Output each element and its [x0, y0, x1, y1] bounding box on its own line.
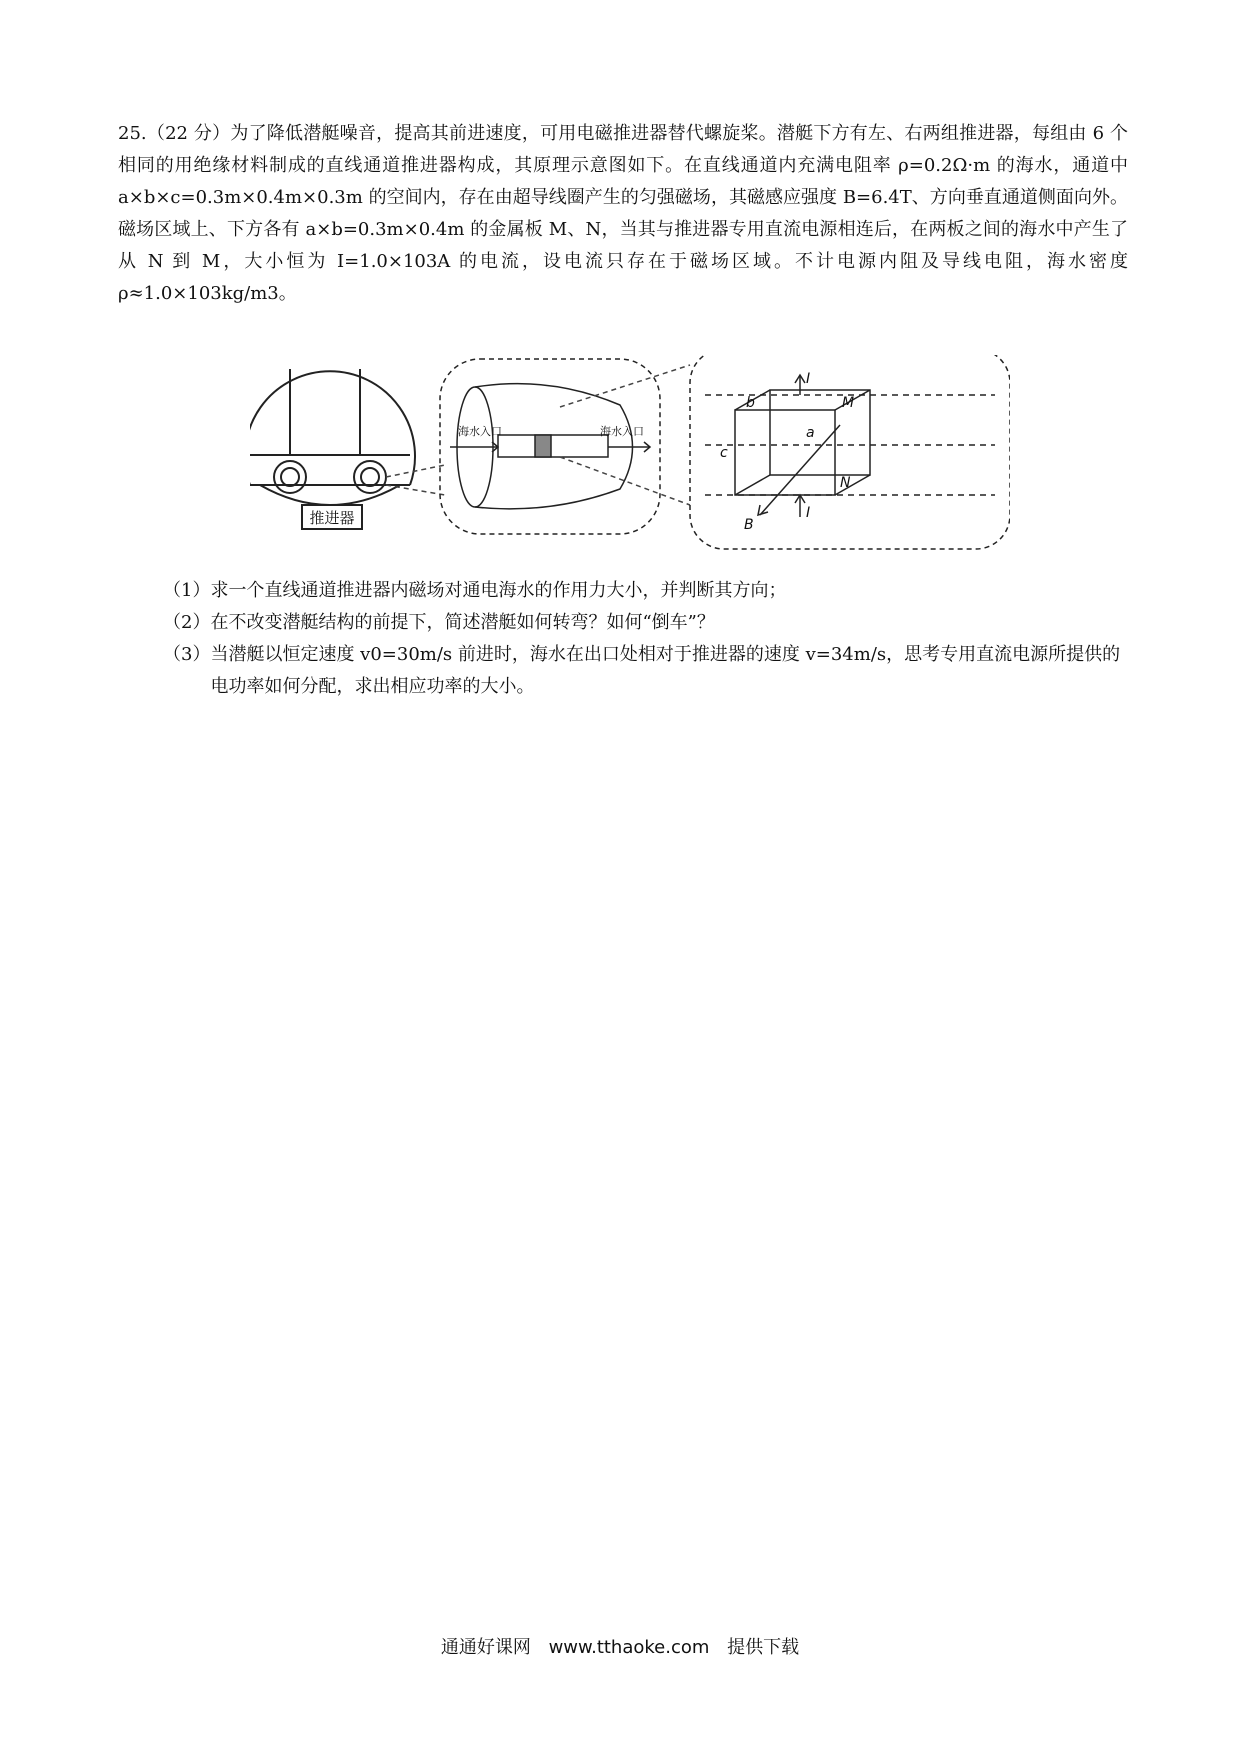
outlet-label: 海水入口 [600, 425, 644, 438]
question-number: （2） [163, 612, 211, 633]
question-text: 求一个直线通道推进器内磁场对通电海水的作用力大小，并判断其方向； [210, 580, 787, 601]
submarine-section [250, 369, 415, 529]
problem-statement [118, 118, 1128, 310]
question-list [163, 575, 1128, 703]
question-item [163, 639, 1128, 703]
right-thruster-icon [354, 461, 386, 493]
footer-site-name: 通通好课网 [440, 1637, 531, 1658]
label-current-bottom: I [806, 505, 811, 521]
label-current-top: I [806, 371, 811, 387]
thruster-diagram [250, 355, 1010, 555]
inlet-label: 海水入口 [458, 425, 502, 438]
footer-suffix: 提供下载 [727, 1637, 800, 1658]
question-item [163, 575, 1128, 607]
question-text: 在不改变潜艇结构的前提下，简述潜艇如何转弯？如何“倒车”？ [210, 612, 715, 633]
footer-url[interactable]: www.tthaoke.com [548, 1637, 710, 1658]
label-edge-c: c [720, 445, 728, 461]
label-plate-M: M [842, 395, 855, 411]
label-plate-N: N [840, 475, 851, 491]
question-item [163, 607, 1128, 639]
propeller-label: 推进器 [309, 509, 355, 527]
question-text: 当潜艇以恒定速度 v0=30m/s 前进时，海水在出口处相对于推进器的速度 v=34m/s，思考专用直流电源所提供的电功率如何分配，求出相应功率的大小。 [210, 644, 1121, 697]
channel-view [440, 359, 660, 534]
label-field-B: B [744, 517, 754, 533]
problem-text: 25.（22 分）为了降低潜艇噪音，提高其前进速度，可用电磁推进器替代螺旋桨。潜艇下方有左、右两组推进器，每组由 6 个相同的用绝缘材料制成的直线通道推进器构成，其原理示意图如下。在直线通道内充满电阻率 ρ=0.2Ω·m 的海水，通道中 a×b×c=0.3m×0.4m×0.3m 的空间内，存在由超导线圈产生的匀强磁场，其磁感应强度 B=6.4T、方向垂直通道侧面向外。磁场区域上、下方各有 a×b=0.3m×0.4m 的金属板 M、N，当其与推进器专用直流电源相连后，在两板之间的海水中产生了从 N 到 M，大小恒为 I=1.0×103A 的电流，设电流只存在于磁场区域。不计电源内阻及导线电阻，海水密度 ρ≈1.0×103kg/m3。 [118, 123, 1128, 304]
label-edge-b: b [746, 395, 755, 411]
question-number: （3） [163, 644, 211, 665]
question-number: （1） [163, 580, 211, 601]
left-thruster-icon [274, 461, 306, 493]
label-edge-a: a [806, 425, 815, 441]
field-box-view [690, 355, 1010, 549]
page-footer [0, 1633, 1240, 1659]
